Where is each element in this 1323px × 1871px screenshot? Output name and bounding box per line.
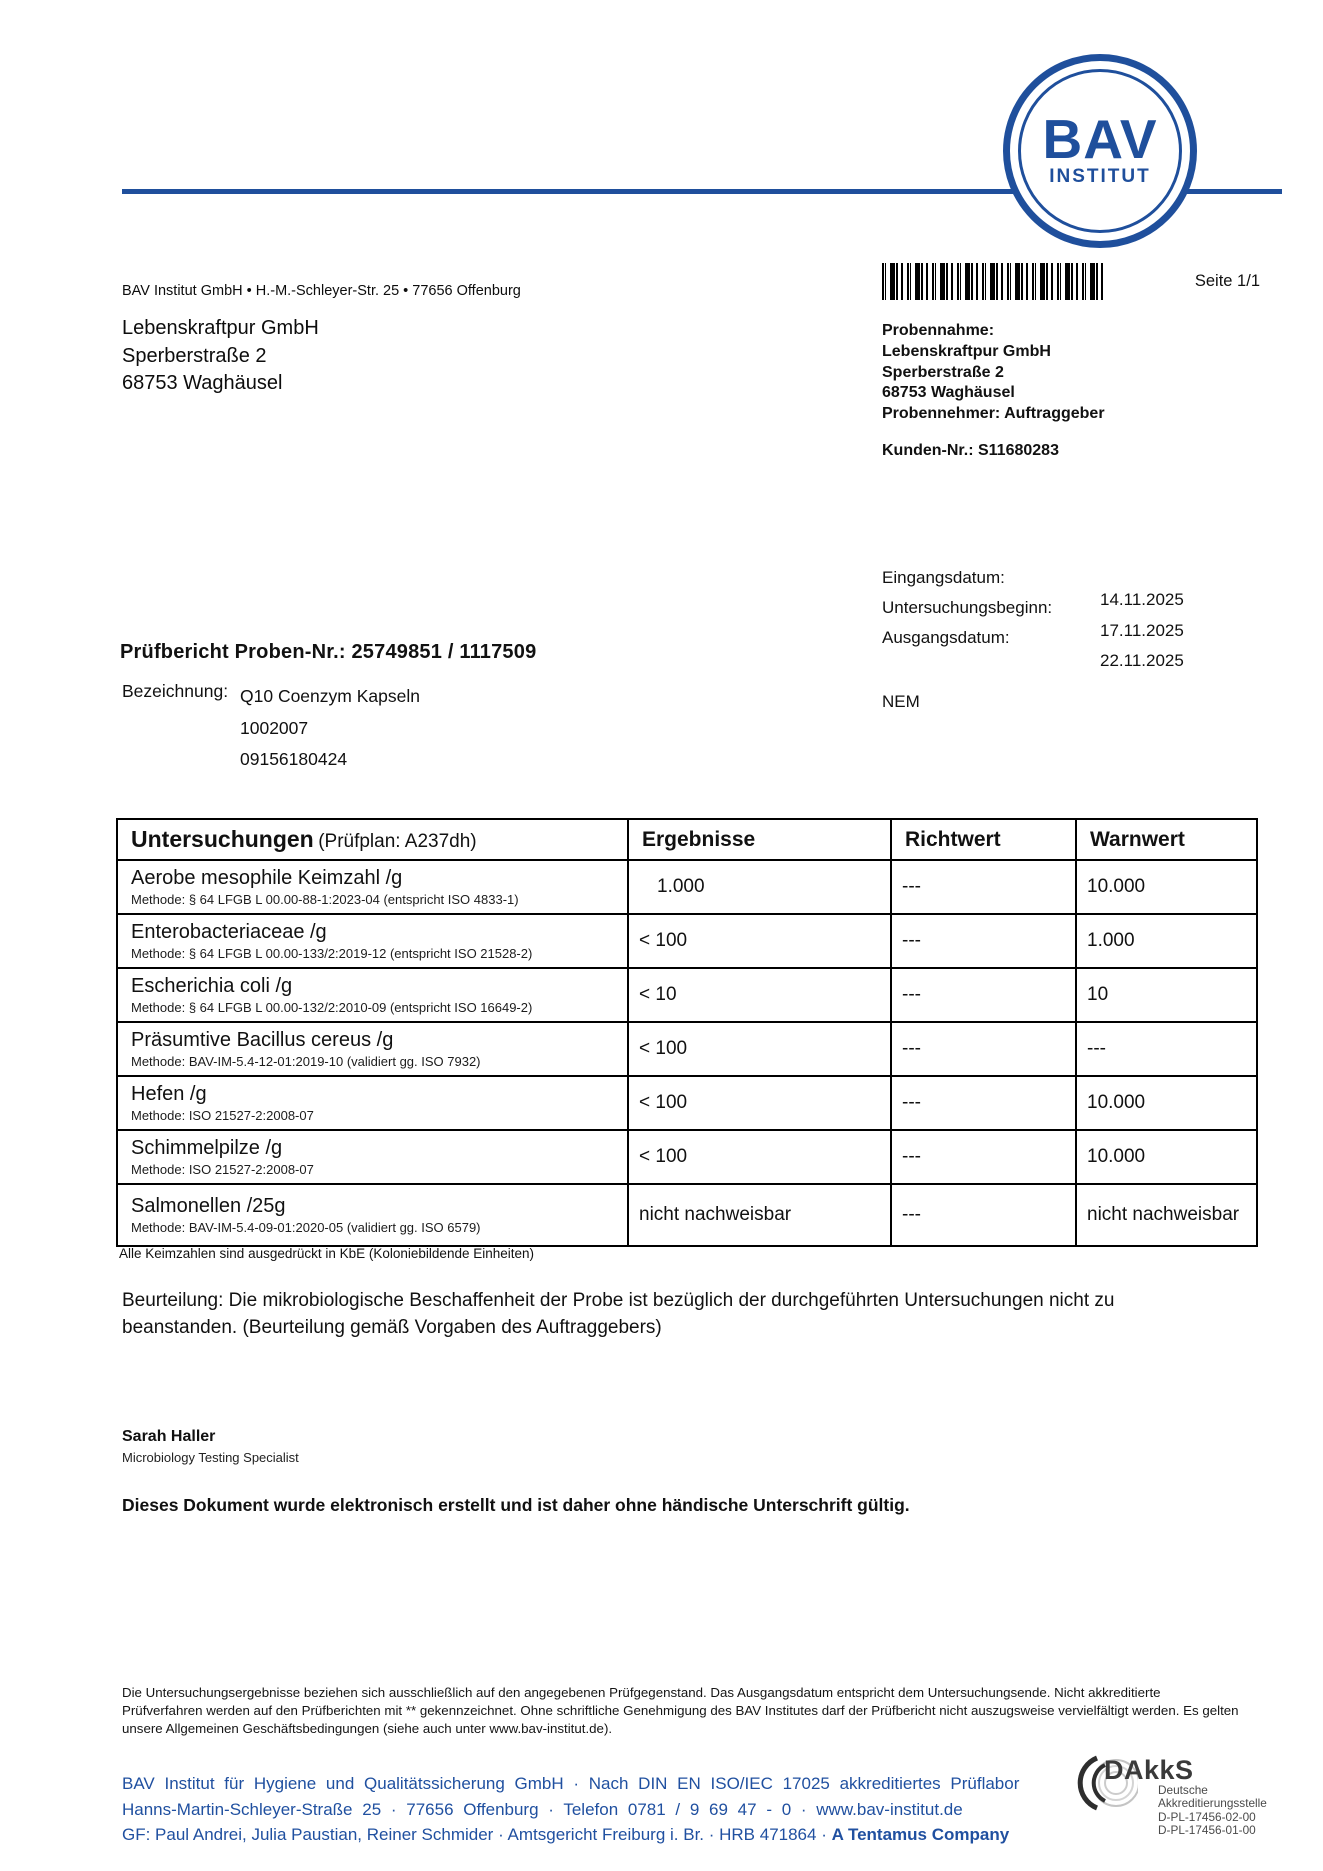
results-table (116, 818, 1258, 1247)
table-row (117, 1184, 1257, 1246)
result-value: < 100 (628, 1022, 891, 1076)
date-value-eingang: 14.11.2025 (1100, 590, 1184, 609)
analysis-name: Salmonellen /25g (131, 1195, 286, 1217)
footer-company-line: BAV Institut für Hygiene und Qualitätssicherung GmbH · Nach DIN EN ISO/IEC 17025 akkreditiertes Prüflabor (122, 1774, 1020, 1793)
guide-value: --- (891, 1022, 1076, 1076)
electronic-validity-note: Dieses Dokument wurde elektronisch erstellt und ist daher ohne händische Unterschrift gültig. (122, 1495, 910, 1515)
warn-value: 10.000 (1076, 1130, 1257, 1184)
guide-value: --- (891, 1130, 1076, 1184)
assessment-line-1: Beurteilung: Die mikrobiologische Beschaffenheit der Probe ist bezüglich der durchgeführten Untersuchungen nicht zu (122, 1290, 1115, 1311)
designation-article-number: 1002007 (240, 717, 309, 738)
guide-value: --- (891, 860, 1076, 914)
assessment-line-2: beanstanden. (Beurteilung gemäß Vorgaben des Auftraggebers) (122, 1316, 662, 1338)
sampling-person: Probennehmer: Auftraggeber (882, 405, 1105, 423)
table-header-row (117, 819, 1257, 860)
bav-logo-subtext: INSTITUT (1049, 165, 1151, 187)
column-header-pruefplan: (Prüfplan: A237dh) (318, 831, 477, 852)
warn-value: 10.000 (1076, 860, 1257, 914)
analysis-method: Methode: BAV-IM-5.4-12-01:2019-10 (validiert gg. ISO 7932) (131, 1054, 481, 1069)
designation-product: Q10 Coenzym Kapseln (240, 686, 420, 706)
analysis-name: Präsumtive Bacillus cereus /g (131, 1029, 394, 1051)
result-value: < 100 (628, 1076, 891, 1130)
sampling-block (882, 321, 1105, 425)
guide-value: --- (891, 1184, 1076, 1246)
bav-logo-inner-ring (1018, 69, 1182, 233)
analysis-name: Aerobe mesophile Keimzahl /g (131, 867, 403, 889)
footer-address-line: Hanns-Martin-Schleyer-Straße 25 · 77656 Offenburg · Telefon 0781 / 9 69 47 - 0 · www.bav-institut.de (122, 1799, 963, 1819)
bav-logo-text: BAV (1042, 107, 1158, 170)
analysis-name: Hefen /g (131, 1083, 207, 1105)
date-value-beginn: 17.11.2025 (1100, 620, 1184, 640)
designation-label: Bezeichnung: (122, 681, 229, 701)
sampling-street: Sperberstraße 2 (882, 363, 1004, 381)
assessment-text (122, 1288, 1114, 1341)
column-header-richtwert: Richtwert (891, 819, 1076, 860)
table-row (117, 968, 1257, 1022)
signatory-name: Sarah Haller (122, 1428, 216, 1445)
table-row (117, 1130, 1257, 1184)
dakks-registration-1: D-PL-17456-02-00 (1158, 1809, 1256, 1824)
analysis-name: Enterobacteriaceae /g (131, 921, 327, 943)
table-footnote: Alle Keimzahlen sind ausgedrückt in KbE (Koloniebildende Einheiten) (119, 1246, 535, 1261)
result-value: < 100 (628, 1130, 891, 1184)
sender-line: BAV Institut GmbH • H.-M.-Schleyer-Str. 25 • 77656 Offenburg (122, 283, 521, 299)
warn-value: 10 (1076, 968, 1257, 1022)
page-number: Seite 1/1 (1194, 272, 1260, 290)
column-header-ergebnisse: Ergebnisse (628, 819, 891, 860)
analysis-method: Methode: § 64 LFGB L 00.00-88-1:2023-04 (entspricht ISO 4833-1) (131, 892, 519, 907)
footer-tentamus-label: A Tentamus Company (831, 1825, 1010, 1844)
recipient-address (122, 315, 319, 398)
table-row (117, 860, 1257, 914)
dakks-registration-2: D-PL-17456-01-00 (1158, 1823, 1256, 1838)
analysis-name: Escherichia coli /g (131, 975, 293, 997)
analysis-method: Methode: § 64 LFGB L 00.00-132/2:2010-09 (entspricht ISO 16649-2) (131, 1000, 533, 1015)
footer-registry-line (122, 1822, 1019, 1848)
table-row (117, 1076, 1257, 1130)
table-row (117, 914, 1257, 968)
analysis-name: Schimmelpilze /g (131, 1137, 283, 1159)
dakks-line-akkreditierungsstelle: Akkreditierungsstelle (1158, 1796, 1267, 1811)
warn-value: 1.000 (1076, 914, 1257, 968)
sampling-city: 68753 Waghäusel (882, 384, 1015, 402)
designation-values (240, 681, 420, 776)
date-label-eingang: Eingangsdatum: (882, 568, 1005, 587)
footer-registry-text: GF: Paul Andrei, Julia Paustian, Reiner Schmider · Amtsgericht Freiburg i. Br. · HRB 471864 · (122, 1825, 832, 1844)
dakks-logo-text: DAkkS (1104, 1755, 1194, 1785)
warn-value: 10.000 (1076, 1076, 1257, 1130)
dakks-accreditation-details (1158, 1784, 1267, 1838)
date-labels (882, 563, 1052, 653)
analysis-method: Methode: ISO 21527-2:2008-07 (131, 1162, 314, 1177)
analysis-method: Methode: § 64 LFGB L 00.00-133/2:2019-12 (entspricht ISO 21528-2) (131, 946, 533, 961)
date-value-ausgang: 22.11.2025 (1100, 651, 1184, 670)
column-header-untersuchungen (117, 819, 628, 860)
sample-category: NEM (882, 692, 920, 711)
signatory-role: Microbiology Testing Specialist (122, 1450, 299, 1465)
result-value: < 100 (628, 914, 891, 968)
sampling-title: Probennahme: (882, 322, 995, 339)
date-label-ausgang: Ausgangsdatum: (882, 628, 1010, 647)
bav-logo (1003, 54, 1197, 248)
warn-value: --- (1076, 1022, 1257, 1076)
result-value: nicht nachweisbar (628, 1184, 891, 1246)
recipient-city: 68753 Waghäusel (122, 372, 283, 394)
analysis-method: Methode: BAV-IM-5.4-09-01:2020-05 (validiert gg. ISO 6579) (131, 1220, 481, 1235)
column-header-untersuchungen-label: Untersuchungen (131, 826, 314, 852)
guide-value: --- (891, 1076, 1076, 1130)
recipient-name: Lebenskraftpur GmbH (122, 317, 319, 339)
column-header-warnwert: Warnwert (1076, 819, 1257, 860)
legal-disclaimer (122, 1684, 1262, 1737)
table-row (117, 1022, 1257, 1076)
designation-batch-number: 09156180424 (240, 749, 348, 769)
date-label-beginn: Untersuchungsbeginn: (882, 598, 1053, 617)
company-footer (122, 1771, 1019, 1848)
result-value: < 10 (628, 968, 891, 1022)
dakks-line-deutsche: Deutsche (1158, 1783, 1208, 1797)
legal-line-3: unsere Allgemeinen Geschäftsbedingungen (siehe auch unter www.bav-institut.de). (122, 1720, 613, 1736)
warn-value: nicht nachweisbar (1076, 1184, 1257, 1246)
guide-value: --- (891, 968, 1076, 1022)
customer-number: Kunden-Nr.: S11680283 (882, 442, 1059, 459)
sampling-company: Lebenskraftpur GmbH (882, 342, 1051, 360)
analysis-method: Methode: ISO 21527-2:2008-07 (131, 1108, 314, 1123)
legal-line-2: Prüfverfahren werden auf den Prüfberichten mit ** gekennzeichnet. Ohne schriftliche Genehmigung des BAV Institutes darf der Prüfbericht nicht auszugsweise vervielfältigt werden. Es gelten (122, 1702, 1239, 1718)
recipient-street: Sperberstraße 2 (122, 344, 267, 367)
result-value: 1.000 (628, 860, 891, 914)
date-values (1100, 585, 1184, 677)
guide-value: --- (891, 914, 1076, 968)
legal-line-1: Die Untersuchungsergebnisse beziehen sich ausschließlich auf den angegebenen Prüfgegenstand. Das Ausgangsdatum entspricht dem Untersuchungsende. Nicht akkreditierte (122, 1685, 1161, 1700)
report-title: Prüfbericht Proben-Nr.: 25749851 / 1117509 (120, 641, 537, 663)
